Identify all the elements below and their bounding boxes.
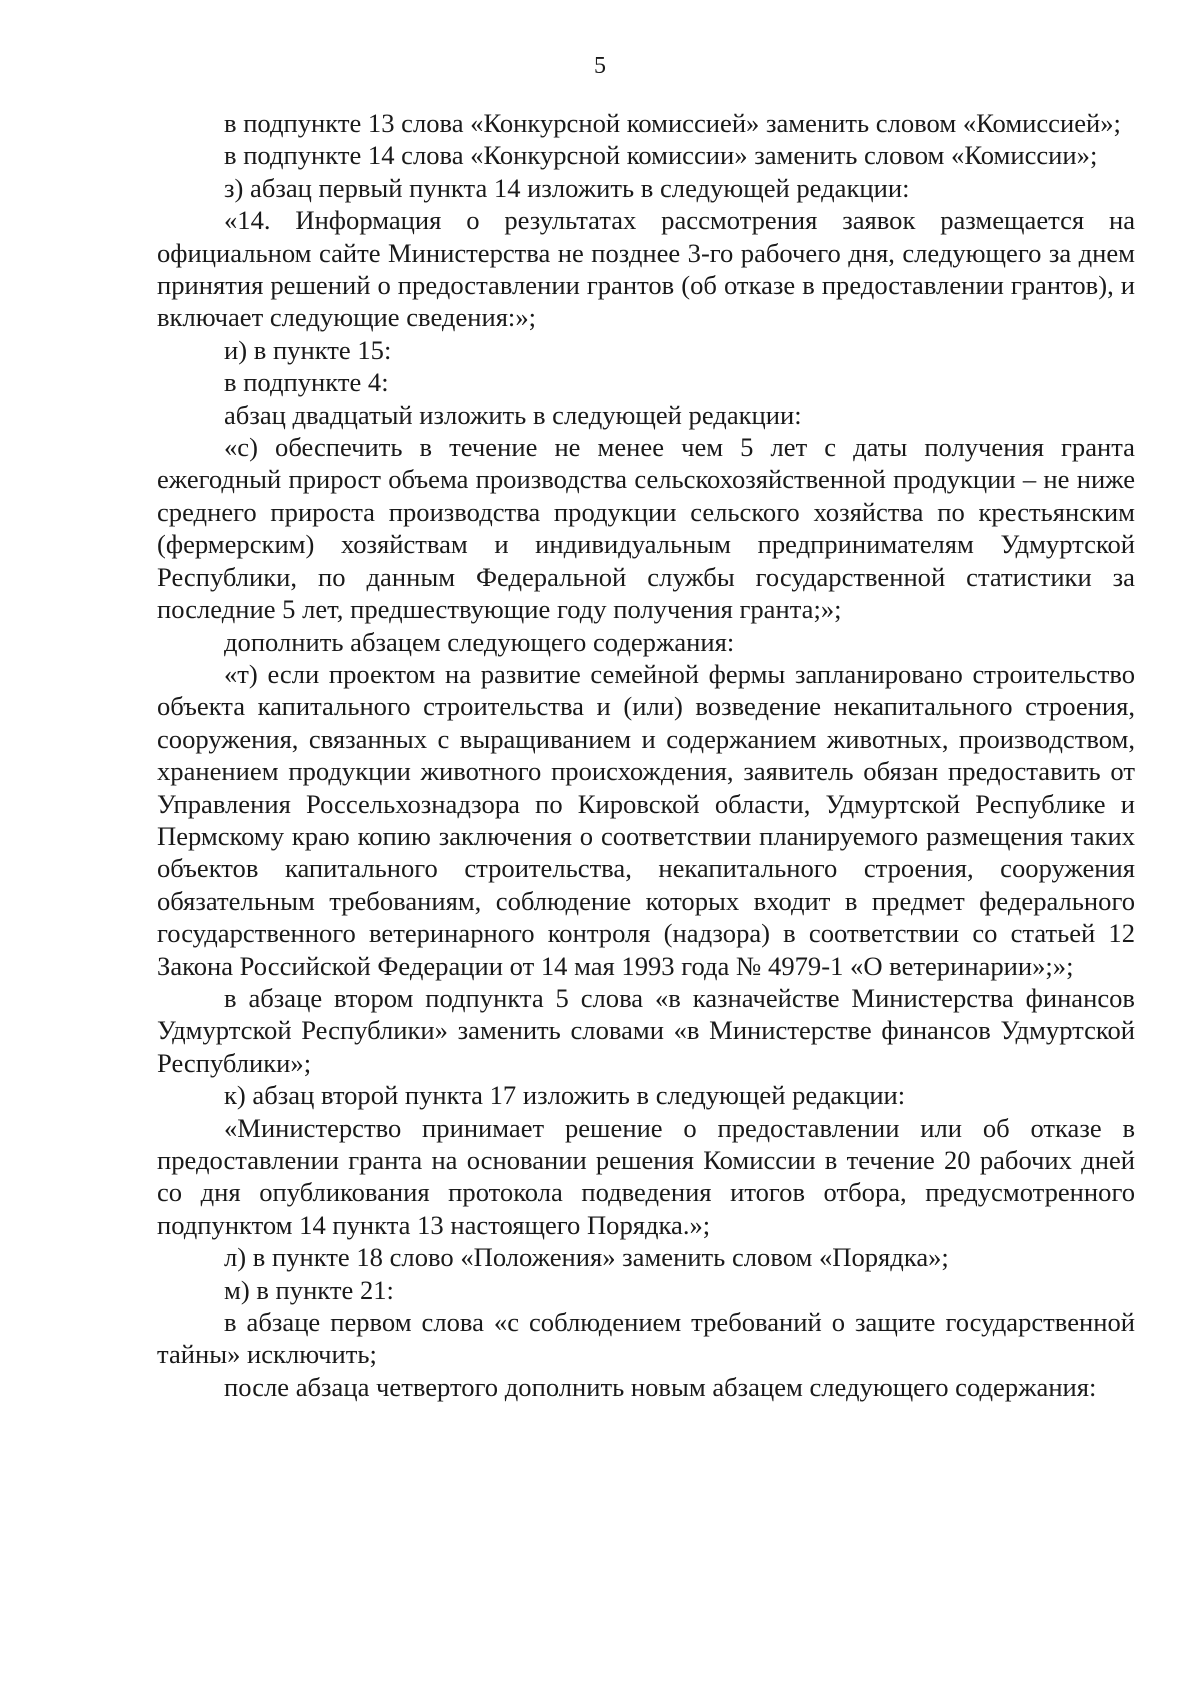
paragraph: «Министерство принимает решение о предоставлении или об отказе в предоставлении гранта на основании решения Комиссии в течение 20 рабочих дней со дня опубликования протокола подведения итогов отбора, предусмотренного подпунктом 14 пункта 13 настоящего Порядка.»;: [157, 1112, 1135, 1240]
paragraph: в подпункте 13 слова «Конкурсной комиссией» заменить словом «Комиссией»;: [224, 108, 1121, 138]
paragraph: з) абзац первый пункта 14 изложить в следующей редакции:: [224, 172, 910, 203]
paragraph: в подпункте 14 слова «Конкурсной комиссии» заменить словом «Комиссии»;: [224, 140, 1098, 171]
document-body: [157, 107, 1135, 1403]
paragraph: «с) обеспечить в течение не менее чем 5 лет с даты получения гранта ежегодный прирост объема производства сельскохозяйственной продукции – не ниже среднего прироста производства продукции сельского хозяйства по крестьянским (фермерским) хозяйствам и индивидуальным предпринимателям Удмуртской Республики, по данным Федеральной службы государственной статистики за последние 5 лет, предшествующие году получения гранта;»;: [157, 432, 1135, 625]
paragraph: абзац двадцатый изложить в следующей редакции:: [224, 399, 802, 430]
paragraph: «14. Информация о результатах рассмотрения заявок размещается на официальном сайте Министерства не позднее 3-го рабочего дня, следующего за днем принятия решений о предоставлении грантов (об отказе в предоставлении грантов), и включает следующие сведения:»;: [157, 205, 1135, 333]
page-number: 5: [594, 53, 606, 79]
paragraph: в подпункте 4:: [224, 367, 389, 398]
paragraph: «т) если проектом на развитие семейной фермы запланировано строительство объекта капитального строительства и (или) возведение некапитального строения, сооружения, связанных с выращиванием и содержанием животных, производством, хранением продукции животного происхождения, заявитель обязан предоставить от Управления Россельхознадзора по Кировской области, Удмуртской Республике и Пермскому краю копию заключения о соответствии планируемого размещения таких объектов капитального строительства, некапитального строения, сооружения обязательным требованиям, соблюдение которых входит в предмет федерального государственного ветеринарного контроля (надзора) в соответствии со статьей 12 Закона Российской Федерации от 14 мая 1993 года № 4979-1 «О ветеринарии»;»;: [157, 658, 1135, 981]
paragraph: дополнить абзацем следующего содержания:: [224, 626, 735, 657]
paragraph: к) абзац второй пункта 17 изложить в следующей редакции:: [224, 1080, 906, 1111]
paragraph: после абзаца четвертого дополнить новым абзацем следующего содержания:: [224, 1371, 1097, 1402]
paragraph: в абзаце втором подпункта 5 слова «в казначействе Министерства финансов Удмуртской Республики» заменить словами «в Министерстве финансов Удмуртской Республики»;: [157, 982, 1135, 1078]
paragraph: в абзаце первом слова «с соблюдением требований о защите государственной тайны» исключить;: [157, 1307, 1135, 1370]
paragraph: м) в пункте 21:: [224, 1274, 394, 1305]
paragraph: л) в пункте 18 слово «Положения» заменить словом «Порядка»;: [224, 1242, 949, 1273]
paragraph: и) в пункте 15:: [224, 334, 392, 365]
